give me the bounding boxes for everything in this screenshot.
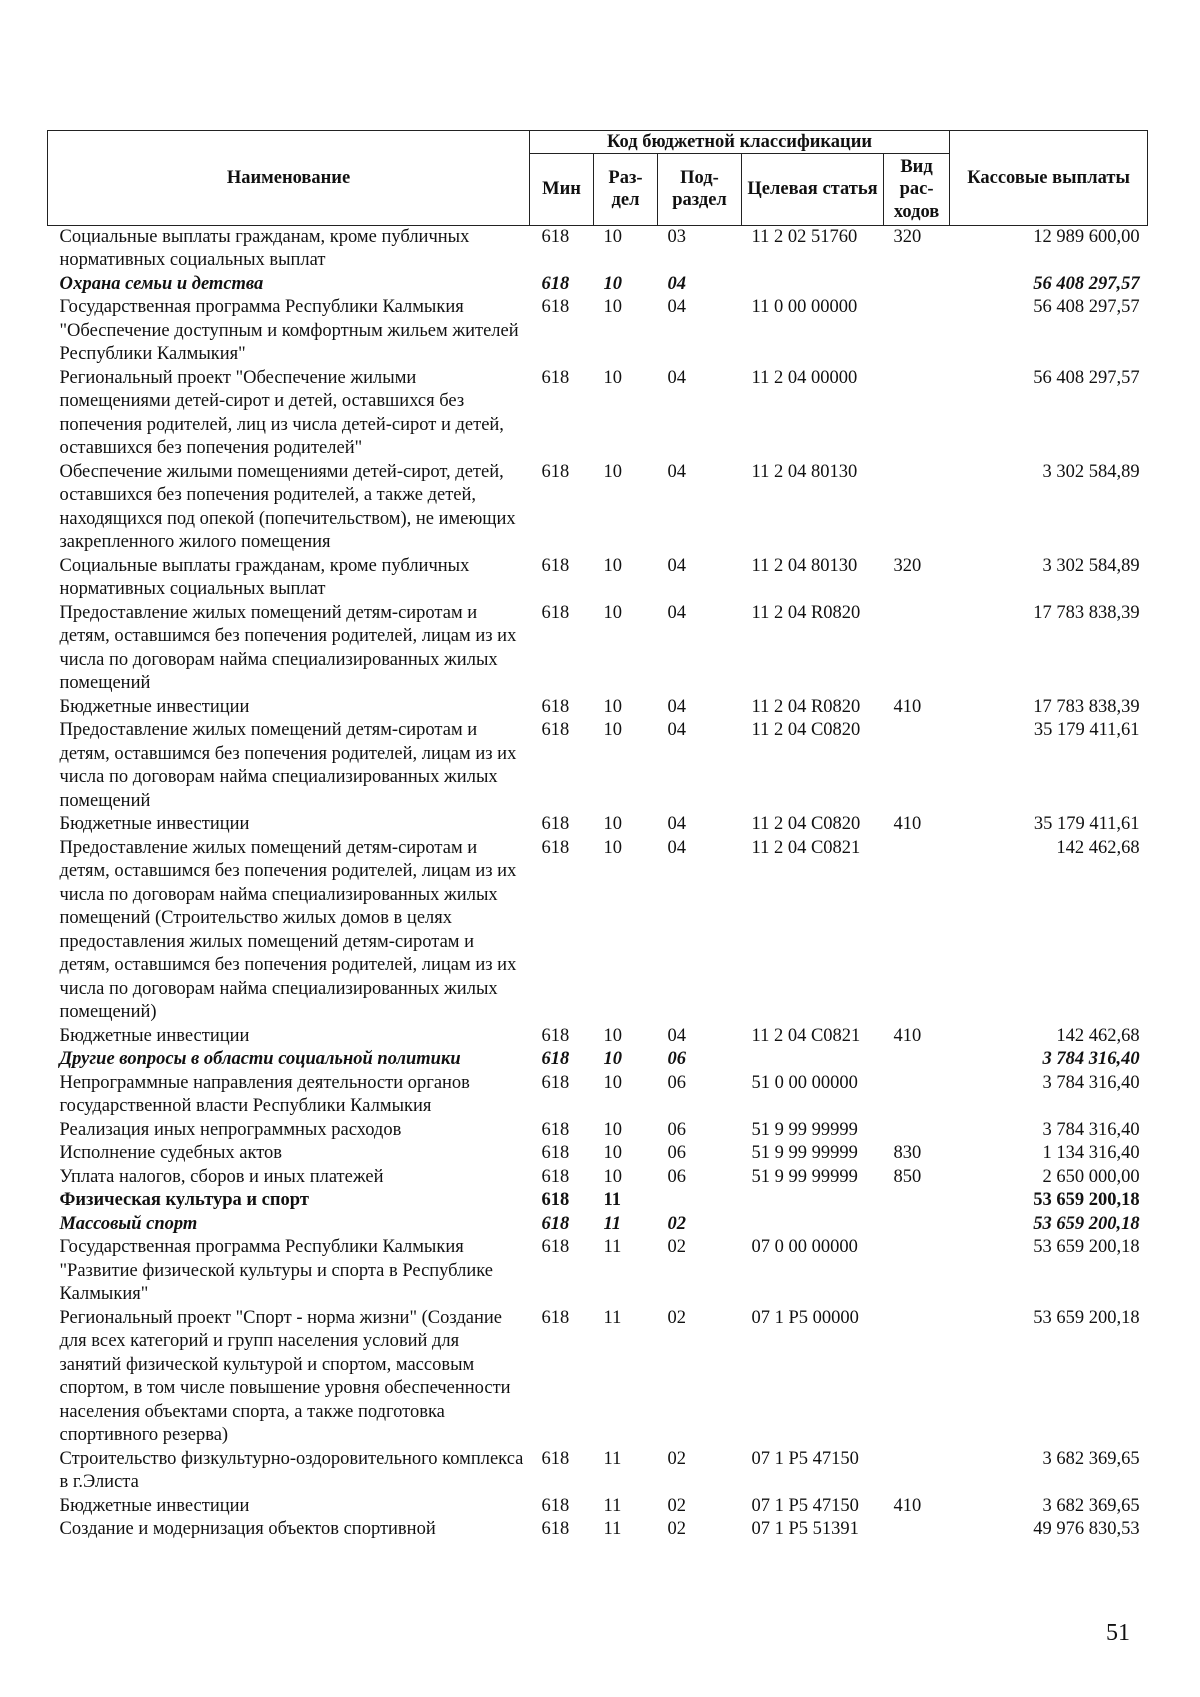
cell-sum: 12 989 600,00: [1033, 226, 1140, 247]
cell-sum: 53 659 200,18: [1033, 1213, 1140, 1234]
cell-podrazdel: 04: [667, 1025, 686, 1046]
cell-min: 618: [541, 226, 570, 247]
cell-podrazdel: 04: [667, 297, 686, 318]
cell-min: 618: [541, 1495, 570, 1516]
cell-razdel: 11: [603, 1190, 621, 1211]
cell-cs: 51 9 99 99999: [751, 1143, 858, 1164]
table-row: [48, 555, 1148, 602]
cell-name: Физическая культура и спорт: [59, 1190, 309, 1211]
table-row: [48, 1166, 1148, 1190]
cell-vid: [884, 1236, 950, 1307]
cell-sum: 3 784 316,40: [1042, 1119, 1140, 1140]
cell-cs: 11 2 04 80130: [751, 461, 858, 482]
cell-cs: 11 2 04 C0820: [751, 814, 861, 835]
cell-min: 618: [541, 1166, 570, 1187]
table-row: [48, 461, 1148, 555]
cell-cs: 11 2 04 C0820: [751, 720, 861, 741]
cell-sum: 35 179 411,61: [1033, 720, 1140, 741]
cell-razdel: 10: [603, 1049, 622, 1070]
cell-min: 618: [541, 696, 570, 717]
cell-min: 618: [541, 837, 570, 858]
cell-cs: [742, 1048, 884, 1072]
cell-sum: 53 659 200,18: [1033, 1307, 1140, 1328]
cell-min: 618: [541, 555, 570, 576]
table-row: [48, 1213, 1148, 1237]
cell-name: Предоставление жилых помещений детям-сиротам и детям, оставшимся без попечения родителей, лицам из их числа по договорам найма специализированных жилых помещений (Строительство жилых домов в целях предоставления жилых помещений детям-сиротам и детям, оставшимся без попечения родителей, лицам из их числа по договорам найма специализированных жилых помещений): [59, 837, 517, 1023]
cell-vid: [884, 1448, 950, 1495]
cell-cs: [742, 1213, 884, 1237]
cell-name: Бюджетные инвестиции: [59, 1495, 250, 1516]
table-row: [48, 1048, 1148, 1072]
cell-vid: [884, 602, 950, 696]
cell-cs: 11 2 04 C0821: [751, 837, 861, 858]
cell-min: 618: [541, 1307, 570, 1328]
cell-sum: 17 783 838,39: [1033, 696, 1140, 717]
cell-razdel: 10: [603, 1119, 622, 1140]
cell-min: 618: [541, 1448, 570, 1469]
cell-name: Предоставление жилых помещений детям-сиротам и детям, оставшимся без попечения родителей, лицам из их числа по договорам найма специализированных жилых помещений: [59, 602, 517, 694]
cell-min: 618: [541, 461, 570, 482]
page-number: 51: [1106, 1620, 1130, 1646]
cell-min: 618: [541, 1049, 570, 1070]
cell-vid: 830: [893, 1143, 922, 1164]
cell-podrazdel: 04: [667, 367, 686, 388]
table-row: [48, 1025, 1148, 1049]
cell-razdel: 10: [603, 1072, 622, 1093]
cell-cs: 07 0 00 00000: [751, 1237, 858, 1258]
cell-name: Региональный проект "Спорт - норма жизни" (Создание для всех категорий и групп населения условий для занятий физической культурой и спортом, массовым спортом, в том числе повышение уровня обеспеченности населения объектами спорта, а также подготовка спортивного резерва): [59, 1307, 511, 1446]
cell-razdel: 10: [603, 1143, 622, 1164]
cell-name: Непрограммные направления деятельности органов государственной власти Республики Калмыкия: [59, 1072, 470, 1117]
cell-vid: [884, 1072, 950, 1119]
cell-name: Охрана семьи и детства: [59, 273, 264, 294]
cell-sum: 17 783 838,39: [1033, 602, 1140, 623]
cell-podrazdel: 02: [667, 1495, 686, 1516]
cell-podrazdel: 02: [667, 1519, 686, 1540]
cell-min: 618: [541, 273, 570, 294]
cell-name: Бюджетные инвестиции: [59, 814, 250, 835]
cell-razdel: 10: [603, 720, 622, 741]
cell-vid: 320: [893, 226, 922, 247]
cell-name: Бюджетные инвестиции: [59, 696, 250, 717]
cell-sum: 3 302 584,89: [1042, 555, 1140, 576]
cell-podrazdel: 06: [667, 1143, 686, 1164]
cell-razdel: 11: [603, 1519, 622, 1540]
cell-min: 618: [541, 1213, 570, 1234]
cell-cs: 07 1 P5 47150: [751, 1448, 859, 1469]
cell-cs: 11 2 04 80130: [751, 555, 858, 576]
cell-razdel: 10: [603, 837, 622, 858]
cell-cs: 11 0 00 00000: [751, 297, 858, 318]
cell-cs: 07 1 P5 51391: [751, 1519, 859, 1540]
cell-sum: 35 179 411,61: [1033, 814, 1140, 835]
cell-vid: 410: [893, 814, 922, 835]
cell-razdel: 11: [603, 1448, 622, 1469]
cell-sum: 53 659 200,18: [1033, 1237, 1140, 1258]
table-row: [48, 367, 1148, 461]
header-podrazdel: Под-раздел: [658, 154, 742, 226]
table-row: [48, 273, 1148, 297]
cell-razdel: 10: [603, 1025, 622, 1046]
cell-vid: [884, 296, 950, 367]
header-razdel: Раз-дел: [594, 154, 658, 226]
cell-min: 618: [541, 1190, 570, 1211]
cell-podrazdel: 02: [667, 1448, 686, 1469]
cell-name: Уплата налогов, сборов и иных платежей: [59, 1166, 384, 1187]
cell-vid: [884, 837, 950, 1025]
table-row: [48, 1448, 1148, 1495]
cell-podrazdel: 06: [667, 1166, 686, 1187]
cell-min: 618: [541, 720, 570, 741]
cell-vid: 410: [893, 1025, 922, 1046]
cell-cs: 11 2 04 R0820: [751, 696, 861, 717]
cell-sum: 56 408 297,57: [1033, 273, 1140, 294]
cell-name: Бюджетные инвестиции: [59, 1025, 250, 1046]
cell-sum: 3 302 584,89: [1042, 461, 1140, 482]
cell-name: Реализация иных непрограммных расходов: [59, 1119, 402, 1140]
cell-razdel: 11: [603, 1237, 622, 1258]
cell-min: 618: [541, 602, 570, 623]
cell-name: Создание и модернизация объектов спортивной: [59, 1519, 436, 1540]
cell-vid: [884, 1048, 950, 1072]
cell-razdel: 10: [603, 602, 622, 623]
cell-podrazdel: 04: [667, 273, 686, 294]
cell-name: Государственная программа Республики Калмыкия "Развитие физической культуры и спорта в Республике Калмыкия": [59, 1237, 494, 1305]
table-row: [48, 1307, 1148, 1448]
cell-podrazdel: 04: [667, 602, 686, 623]
cell-sum: 1 134 316,40: [1042, 1143, 1140, 1164]
cell-vid: [884, 367, 950, 461]
cell-razdel: 10: [603, 226, 622, 247]
cell-name: Предоставление жилых помещений детям-сиротам и детям, оставшимся без попечения родителей, лицам из их числа по договорам найма специализированных жилых помещений: [59, 720, 517, 811]
cell-sum: 53 659 200,18: [1033, 1190, 1140, 1211]
cell-cs: 07 1 P5 00000: [751, 1307, 859, 1328]
cell-vid: [884, 719, 950, 813]
cell-razdel: 10: [603, 814, 622, 835]
cell-min: 618: [541, 367, 570, 388]
cell-podrazdel: 04: [667, 837, 686, 858]
table-header: [48, 131, 1148, 226]
cell-podrazdel: 04: [667, 814, 686, 835]
cell-sum: 49 976 830,53: [1033, 1519, 1140, 1540]
cell-vid: 410: [893, 696, 922, 717]
cell-razdel: 10: [603, 367, 622, 388]
table-row: [48, 296, 1148, 367]
cell-name: Государственная программа Республики Калмыкия "Обеспечение доступным и комфортным жильем жителей Республики Калмыкия": [59, 297, 519, 365]
cell-name: Массовый спорт: [59, 1213, 198, 1234]
table-row: [48, 1518, 1148, 1542]
cell-cs: 51 0 00 00000: [751, 1072, 858, 1093]
table-row: [48, 813, 1148, 837]
cell-cs: [742, 1189, 884, 1213]
cell-min: 618: [541, 1119, 570, 1140]
cell-razdel: 11: [603, 1495, 622, 1516]
cell-sum: 142 462,68: [1056, 1025, 1140, 1046]
cell-sum: 2 650 000,00: [1042, 1166, 1140, 1187]
cell-min: 618: [541, 1519, 570, 1540]
cell-razdel: 10: [603, 555, 622, 576]
cell-cs: 11 2 02 51760: [751, 226, 858, 247]
cell-cs: 07 1 P5 47150: [751, 1495, 859, 1516]
header-cs: Целевая статья: [742, 154, 884, 226]
cell-podrazdel: 04: [667, 696, 686, 717]
cell-min: 618: [541, 1237, 570, 1258]
table-row: [48, 1189, 1148, 1213]
cell-razdel: 11: [603, 1307, 622, 1328]
cell-sum: 56 408 297,57: [1033, 367, 1140, 388]
cell-sum: 3 682 369,65: [1042, 1448, 1140, 1469]
table-row: [48, 1119, 1148, 1143]
cell-vid: 320: [893, 555, 922, 576]
cell-name: Другие вопросы в области социальной политики: [59, 1049, 461, 1070]
cell-podrazdel: 02: [667, 1307, 686, 1328]
cell-min: 618: [541, 814, 570, 835]
table-row: [48, 1072, 1148, 1119]
cell-name: Социальные выплаты гражданам, кроме публичных нормативных социальных выплат: [59, 226, 470, 271]
cell-sum: 3 784 316,40: [1042, 1072, 1140, 1093]
cell-name: Строительство физкультурно-оздоровительного комплекса в г.Элиста: [59, 1448, 524, 1493]
table-row: [48, 1142, 1148, 1166]
cell-min: 618: [541, 297, 570, 318]
cell-vid: [884, 1518, 950, 1542]
cell-podrazdel: 04: [667, 555, 686, 576]
cell-name: Региональный проект "Обеспечение жилыми помещениями детей-сирот и детей, оставшихся без попечения родителей, лиц из числа детей-сирот и детей, оставшихся без попечения родителей": [59, 367, 504, 459]
table-row: [48, 602, 1148, 696]
cell-name: Исполнение судебных актов: [59, 1143, 283, 1164]
cell-podrazdel: [658, 1189, 742, 1213]
cell-podrazdel: 06: [667, 1049, 686, 1070]
cell-podrazdel: 04: [667, 720, 686, 741]
table-row: [48, 696, 1148, 720]
table-row: [48, 719, 1148, 813]
cell-sum: 3 784 316,40: [1042, 1049, 1140, 1070]
cell-vid: [884, 1213, 950, 1237]
cell-min: 618: [541, 1072, 570, 1093]
header-kbk: Код бюджетной классификации: [530, 131, 950, 154]
cell-podrazdel: 03: [667, 226, 686, 247]
cell-vid: 410: [893, 1495, 922, 1516]
cell-cs: [742, 273, 884, 297]
cell-cs: 11 2 04 C0821: [751, 1025, 861, 1046]
cell-podrazdel: 02: [667, 1237, 686, 1258]
header-min: Мин: [530, 154, 594, 226]
cell-vid: [884, 273, 950, 297]
cell-name: Обеспечение жилыми помещениями детей-сирот, детей, оставшихся без попечения родителей, а также детей, находящихся под опекой (попечительством), не имеющих закрепленного жилого помещения: [59, 461, 516, 553]
cell-sum: 142 462,68: [1056, 837, 1140, 858]
cell-cs: 51 9 99 99999: [751, 1119, 858, 1140]
table-row: [48, 225, 1148, 273]
cell-vid: [884, 1119, 950, 1143]
cell-vid: 850: [893, 1166, 922, 1187]
header-name: Наименование: [48, 131, 530, 226]
cell-cs: 11 2 04 00000: [751, 367, 858, 388]
cell-podrazdel: 02: [667, 1213, 686, 1234]
cell-podrazdel: 06: [667, 1119, 686, 1140]
cell-podrazdel: 04: [667, 461, 686, 482]
cell-sum: 56 408 297,57: [1033, 297, 1140, 318]
table-row: [48, 1495, 1148, 1519]
cell-min: 618: [541, 1025, 570, 1046]
cell-name: Социальные выплаты гражданам, кроме публичных нормативных социальных выплат: [59, 555, 470, 600]
cell-razdel: 10: [603, 1166, 622, 1187]
budget-table: [47, 130, 1148, 1542]
cell-vid: [884, 461, 950, 555]
header-sum: Кассовые выплаты: [950, 131, 1148, 226]
cell-sum: 3 682 369,65: [1042, 1495, 1140, 1516]
cell-vid: [884, 1307, 950, 1448]
cell-cs: 51 9 99 99999: [751, 1166, 858, 1187]
cell-razdel: 10: [603, 696, 622, 717]
table-row: [48, 837, 1148, 1025]
cell-razdel: 11: [603, 1213, 621, 1234]
cell-razdel: 10: [603, 461, 622, 482]
cell-min: 618: [541, 1143, 570, 1164]
table-body: [48, 225, 1148, 1542]
cell-vid: [884, 1189, 950, 1213]
cell-podrazdel: 06: [667, 1072, 686, 1093]
cell-razdel: 10: [603, 297, 622, 318]
cell-razdel: 10: [603, 273, 622, 294]
table-row: [48, 1236, 1148, 1307]
cell-cs: 11 2 04 R0820: [751, 602, 861, 623]
header-vid: Вид рас-ходов: [884, 154, 950, 226]
